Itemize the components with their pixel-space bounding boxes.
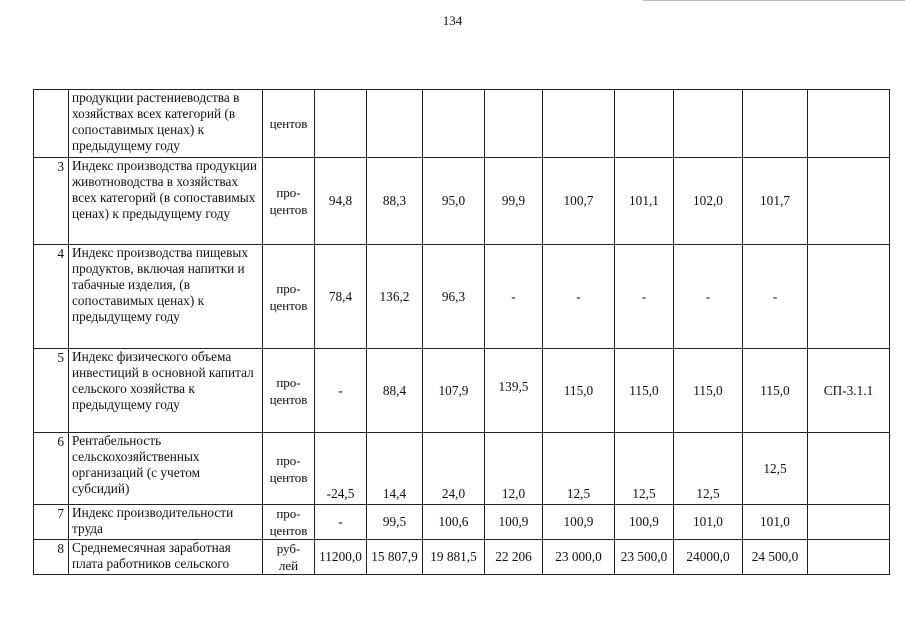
value-cell: - bbox=[315, 349, 367, 433]
unit-cell: центов bbox=[263, 90, 315, 158]
value-cell: 115,0 bbox=[674, 349, 743, 433]
value-cell: 19 881,5 bbox=[423, 540, 485, 575]
row-number: 5 bbox=[34, 349, 69, 433]
indicators-table bbox=[33, 89, 890, 575]
value-cell: 139,5 bbox=[485, 349, 543, 433]
indicator-name: Рентабельность сельскохозяйственных организаций (с учетом субсидий) bbox=[69, 433, 263, 505]
value-cell bbox=[485, 90, 543, 158]
value-cell: 22 206 bbox=[485, 540, 543, 575]
program-cell: СП-3.1.1 bbox=[808, 349, 890, 433]
value-cell: 101,0 bbox=[674, 505, 743, 540]
program-cell bbox=[808, 90, 890, 158]
value-cell bbox=[674, 90, 743, 158]
value-cell: 24,0 bbox=[423, 433, 485, 505]
value-cell: 14,4 bbox=[367, 433, 423, 505]
value-cell: 101,1 bbox=[615, 158, 674, 245]
table-row bbox=[34, 158, 890, 245]
value-cell: 107,9 bbox=[423, 349, 485, 433]
row-number: 8 bbox=[34, 540, 69, 575]
page-number: 134 bbox=[442, 13, 463, 28]
value-cell: 101,0 bbox=[743, 505, 808, 540]
value-cell: 23 500,0 bbox=[615, 540, 674, 575]
table-row bbox=[34, 505, 890, 540]
table-row bbox=[34, 245, 890, 349]
value-cell: 12,5 bbox=[743, 433, 808, 505]
value-cell: 100,9 bbox=[543, 505, 615, 540]
value-cell: 12,5 bbox=[674, 433, 743, 505]
table-row bbox=[34, 540, 890, 575]
indicator-name: Индекс физического объема инвестиций в основной капитал сельского хозяйства к предыдущему году bbox=[69, 349, 263, 433]
indicator-name: Индекс производства пищевых продуктов, включая напитки и табачные изделия, (в сопоставимых ценах) к предыдущему году bbox=[69, 245, 263, 349]
row-number: 7 bbox=[34, 505, 69, 540]
value-cell: 115,0 bbox=[615, 349, 674, 433]
value-cell: 100,9 bbox=[485, 505, 543, 540]
value-cell bbox=[423, 90, 485, 158]
value-cell bbox=[615, 90, 674, 158]
value-cell: 100,9 bbox=[615, 505, 674, 540]
program-cell bbox=[808, 505, 890, 540]
value-cell: 15 807,9 bbox=[367, 540, 423, 575]
row-number: 3 bbox=[34, 158, 69, 245]
value-cell: 115,0 bbox=[743, 349, 808, 433]
program-cell bbox=[808, 540, 890, 575]
unit-cell: про- центов bbox=[263, 505, 315, 540]
value-cell: 88,4 bbox=[367, 349, 423, 433]
unit-cell: руб- лей bbox=[263, 540, 315, 575]
row-number: 4 bbox=[34, 245, 69, 349]
value-cell bbox=[315, 90, 367, 158]
unit-cell: про- центов bbox=[263, 433, 315, 505]
value-cell: 136,2 bbox=[367, 245, 423, 349]
row-number: 6 bbox=[34, 433, 69, 505]
value-cell: 99,9 bbox=[485, 158, 543, 245]
value-cell: 94,8 bbox=[315, 158, 367, 245]
indicator-name: продукции растениеводства в хозяйствах всех категорий (в сопоставимых ценах) к предыдущему году bbox=[69, 90, 263, 158]
value-cell: - bbox=[543, 245, 615, 349]
table-row bbox=[34, 349, 890, 433]
value-cell bbox=[743, 90, 808, 158]
value-cell bbox=[367, 90, 423, 158]
unit-cell: про- центов bbox=[263, 245, 315, 349]
indicator-name: Среднемесячная заработная плата работников сельского bbox=[69, 540, 263, 575]
value-cell: -24,5 bbox=[315, 433, 367, 505]
value-cell: - bbox=[674, 245, 743, 349]
value-cell: - bbox=[315, 505, 367, 540]
value-cell: 115,0 bbox=[543, 349, 615, 433]
value-cell: - bbox=[743, 245, 808, 349]
value-cell: 12,5 bbox=[615, 433, 674, 505]
indicator-name: Индекс производительности труда bbox=[69, 505, 263, 540]
value-cell: 78,4 bbox=[315, 245, 367, 349]
value-cell: 95,0 bbox=[423, 158, 485, 245]
table-body bbox=[34, 90, 890, 575]
value-cell: 12,0 bbox=[485, 433, 543, 505]
table-row bbox=[34, 433, 890, 505]
value-cell: 100,7 bbox=[543, 158, 615, 245]
value-cell: 24 500,0 bbox=[743, 540, 808, 575]
value-cell: - bbox=[615, 245, 674, 349]
value-cell: 99,5 bbox=[367, 505, 423, 540]
row-number bbox=[34, 90, 69, 158]
value-cell: 100,6 bbox=[423, 505, 485, 540]
program-cell bbox=[808, 158, 890, 245]
unit-cell: про- центов bbox=[263, 158, 315, 245]
top-edge-line bbox=[643, 0, 905, 1]
unit-cell: про- центов bbox=[263, 349, 315, 433]
value-cell: 23 000,0 bbox=[543, 540, 615, 575]
indicator-name: Индекс производства продукции животноводства в хозяйствах всех категорий (в сопоставимых ценах) к предыдущему году bbox=[69, 158, 263, 245]
value-cell: 101,7 bbox=[743, 158, 808, 245]
value-cell: - bbox=[485, 245, 543, 349]
value-cell: 24000,0 bbox=[674, 540, 743, 575]
value-cell: 11200,0 bbox=[315, 540, 367, 575]
value-cell: 88,3 bbox=[367, 158, 423, 245]
table-row bbox=[34, 90, 890, 158]
value-cell bbox=[543, 90, 615, 158]
value-cell: 96,3 bbox=[423, 245, 485, 349]
value-cell: 102,0 bbox=[674, 158, 743, 245]
program-cell bbox=[808, 245, 890, 349]
value-cell: 12,5 bbox=[543, 433, 615, 505]
program-cell bbox=[808, 433, 890, 505]
